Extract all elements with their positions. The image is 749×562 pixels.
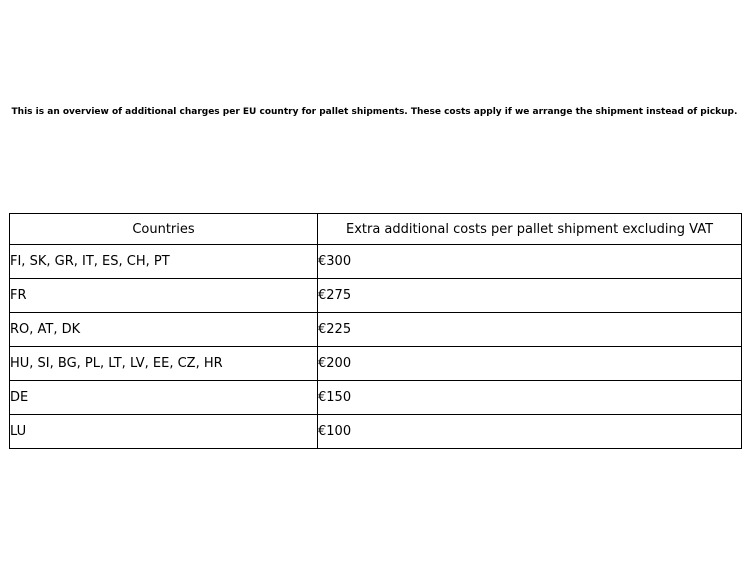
countries-cell: FR <box>10 279 318 313</box>
cost-cell: €300 <box>318 245 742 279</box>
countries-column-header: Countries <box>10 214 318 245</box>
table-row <box>10 313 742 347</box>
table-row <box>10 415 742 449</box>
cost-cell: €100 <box>318 415 742 449</box>
countries-cell: LU <box>10 415 318 449</box>
table-row <box>10 245 742 279</box>
table-row <box>10 279 742 313</box>
table-header-row <box>10 214 742 245</box>
cost-cell: €200 <box>318 347 742 381</box>
cost-cell: €275 <box>318 279 742 313</box>
countries-cell: HU, SI, BG, PL, LT, LV, EE, CZ, HR <box>10 347 318 381</box>
cost-cell: €150 <box>318 381 742 415</box>
table-row <box>10 347 742 381</box>
table-row <box>10 381 742 415</box>
intro-text: This is an overview of additional charges per EU country for pallet shipments. These costs apply if we arrange the shipment instead of pickup. <box>11 107 738 117</box>
countries-cell: FI, SK, GR, IT, ES, CH, PT <box>10 245 318 279</box>
cost-column-header: Extra additional costs per pallet shipment excluding VAT <box>318 214 742 245</box>
countries-cell: DE <box>10 381 318 415</box>
countries-cell: RO, AT, DK <box>10 313 318 347</box>
cost-cell: €225 <box>318 313 742 347</box>
charges-table <box>9 213 742 449</box>
